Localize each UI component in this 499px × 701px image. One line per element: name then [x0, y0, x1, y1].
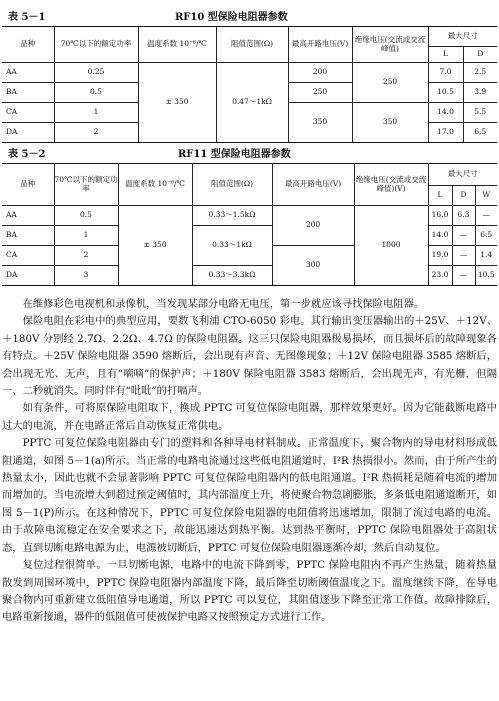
- t2-header-power: 70℃以下的额定功率: [54, 164, 118, 206]
- t2-header-max-size: 最大尺寸: [428, 164, 497, 186]
- t2-temp-value: ± 350: [118, 206, 192, 286]
- t1-header-variety: 品种: [2, 27, 54, 63]
- t2-header-max-voltage: 最高开路电压(V): [272, 164, 354, 206]
- t1-header-insulation: 绝缘电压(交流或交流峰值): [352, 27, 428, 63]
- t2-voltage-value: 300: [272, 246, 354, 286]
- t1-header-temp: 温度系数 10⁻⁶/℃: [138, 27, 216, 63]
- table1-title: RF10 型保险电阻器参数: [175, 12, 288, 23]
- paragraph: 复位过程很简单。一旦切断电源，电路中的电流下降到零，PPTC 保险电阻内不再产生热量，随着热量散发到周围环境中，PPTC 保险电阻器内部温度下降，最后降至切断阈值温度之下。温度继续下降，在导电聚合物内可重新建立低阻值导电通道，所以 PPTC 可以复位，其阻值逐步下降至正常工作值。故障排除后，电路重新接通，器件的低阻值可使被保护电路又按照预定方式进行工作。: [2, 559, 497, 624]
- table-row: DA 2 17.0 6.5: [2, 123, 497, 143]
- t1-insulation-value: 350: [352, 103, 428, 143]
- table1-label: 表 5－1: [8, 12, 46, 23]
- paragraph: 如有条件，可将原保险电阻取下，换成 PPTC 可复位保险电阻器，那样效果更好。因为它能截断电路中过大的电流，并在电路正常后自动恢复正常供电。: [2, 402, 497, 432]
- table1: [2, 26, 497, 143]
- t2-header-variety: 品种: [2, 164, 54, 206]
- body-text: [2, 296, 497, 627]
- table-row: BA 0.5 250 10.5 3.9: [2, 83, 497, 103]
- t2-header-temp: 温度系数 10⁻⁶/℃: [118, 164, 192, 206]
- table-row: DA 3 0.33～3.3kΩ 23.0 — 10.5: [2, 266, 497, 286]
- t2-header-resistance: 阻值范围(Ω): [192, 164, 272, 206]
- t1-resistance-value: 0.47～1kΩ: [216, 63, 288, 143]
- t2-voltage-value: 200: [272, 206, 354, 246]
- paragraph: 在维修彩色电视机和录像机，当发现某部分电路无电压，第一步就应该寻找保险电阻器。: [22, 298, 425, 310]
- paragraph: PPTC 可复位保险电阻器由专门的塑料和各种导电材料制成。正常温度下，聚合物内的导电材料形成低阻通道，如图 5－1(a)所示。当正常的电路电流通过这些低电阻通道时，I²R 热损很小。然而，由于所产生的热量太小，因此也就不会显著影响 PPTC 可复位保险电阻器内的低电阻通道。I²R 热损耗是随着电流的增加而增加的。当电流增大到超过预定阈值时，其内部温度上升，将使聚合物急剧膨胀，多条低电阻通道断开，如图 5－1(P)所示。在这种情况下，PPTC 可复位保险电阻器的电阻值将迅速增加，限制了流过电路的电流。由于故障电流稳定在安全要求之下，故能迅速达到热平衡。达到热平衡时，PPTC 保险电阻器处于高阻状态，直到切断电路电源为止，电源被切断后，PPTC 可复位保险电阻器逐渐冷却，然后自动复位。: [2, 437, 497, 554]
- t2-header-D: D: [452, 186, 475, 206]
- t2-header-insulation: 绝缘电压(交流或交流峰值)(V): [354, 164, 428, 206]
- table-row: CA 1 350 350 14.0 5.5: [2, 103, 497, 123]
- table2: [2, 163, 497, 286]
- t1-temp-value: ± 350: [138, 63, 216, 143]
- t1-header-resistance: 阻值范围(Ω): [216, 27, 288, 63]
- t1-header-max-voltage: 最高开路电压(V): [288, 27, 352, 63]
- paragraph: 保险电阻在彩电中的典型应用，要数飞利浦 CTO-6050 彩电。其行输出变压器输出的＋25V、＋12V、＋180V 分别经 2.7Ω、2.2Ω、4.7Ω 的保险电阻器。这三只保险电阻器极易损坏，而且损坏后的故障现象各有特点。＋25V 保险电阻器 3590 熔断后，会出现有声音、无图像现象；＋12V 保险电阻器 3585 熔断后，会出现无光、无声，且有“嘀嘀”的保护声；＋180V 保险电阻器 3583 熔断后，会出现无声，有光栅，但隔一、二秒就消失。同时伴有“吡吡”的打嗝声。: [2, 315, 497, 398]
- t2-header-W: W: [475, 186, 497, 206]
- table2-title: RF11 型保险电阻器参数: [178, 149, 291, 160]
- table-row: AA 0.5 ± 350 0.33～1.5kΩ 200 1000 16.0 6.3 —: [2, 206, 497, 226]
- t1-header-L: L: [428, 47, 463, 63]
- t2-header-L: L: [428, 186, 452, 206]
- t1-header-max-size: 最大尺寸: [428, 27, 497, 47]
- t1-header-D: D: [463, 47, 497, 63]
- table-row: AA 0.25 ± 350 0.47～1kΩ 200 250 7.0 2.5: [2, 63, 497, 83]
- t1-header-power: 70℃以下的额定功率: [54, 27, 138, 63]
- table2-label: 表 5－2: [8, 149, 46, 160]
- table-row: CA 2 300 19.0 — 1.4: [2, 246, 497, 266]
- t2-insulation-value: 1000: [354, 206, 428, 286]
- t1-insulation-value: 250: [352, 63, 428, 103]
- table-row: BA 1 0.33～1kΩ 14.0 — 6.5: [2, 226, 497, 246]
